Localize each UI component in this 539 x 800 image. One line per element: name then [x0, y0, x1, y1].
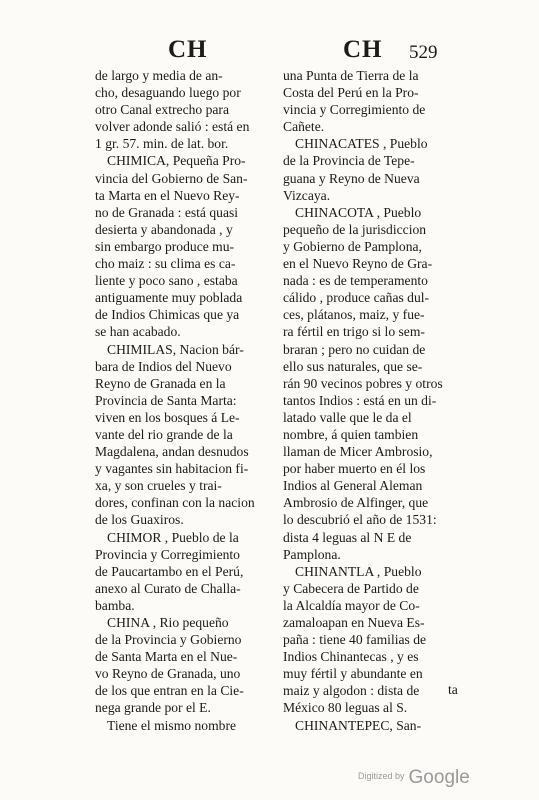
- dictionary-entry: [95, 614, 275, 717]
- text-line: 1 gr. 57. min. de lat. bor.: [95, 136, 229, 152]
- text-line: pequeño de la jurisdiccion: [283, 221, 427, 237]
- text-line: sin embargo produce mu-: [95, 238, 235, 254]
- text-line: Costa del Perú en la Pro-: [283, 85, 419, 101]
- dictionary-entry: [283, 135, 463, 203]
- text-line: dores, confinan con la nacion: [95, 495, 255, 511]
- text-line: antiguamente muy poblada: [95, 290, 243, 306]
- page-number: 529: [409, 42, 438, 63]
- text-line: de largo y media de an-: [95, 68, 223, 83]
- text-line: viven en los bosques á Le-: [95, 409, 240, 425]
- text-line: vante del rio grande de la: [95, 426, 233, 442]
- text-line: volver adonde salió : está en: [95, 119, 250, 135]
- text-line: guana y Reyno de Nueva: [283, 170, 420, 186]
- text-line: zamaloapan en Nueva Es-: [283, 615, 425, 630]
- text-line: braran ; pero no cuidan de: [283, 341, 426, 357]
- text-line: Magdalena, andan desnudos: [95, 444, 249, 460]
- text-line: una Punta de Tierra de la: [283, 68, 419, 83]
- dictionary-entry: [283, 717, 463, 734]
- dictionary-entry: [95, 529, 275, 614]
- text-line: ra fértil en trigo si lo sem-: [283, 324, 425, 340]
- text-line: de Santa Marta en el Nue-: [95, 649, 238, 665]
- text-line: cálido , produce cañas dul-: [283, 290, 430, 306]
- text-line: cho, desaguando luego por: [95, 85, 241, 101]
- text-line: la Alcaldía mayor de Co-: [283, 597, 420, 613]
- left-column: [95, 67, 275, 734]
- text-line: lo descubrió el año de 1531:: [283, 512, 437, 528]
- text-line: maiz y algodon : dista de: [283, 683, 420, 699]
- text-line: de la Provincia y Gobierno: [95, 632, 242, 648]
- text-line: CHINACOTA , Pueblo: [295, 204, 422, 220]
- text-line: de la Provincia de Tepe-: [283, 153, 415, 169]
- text-line: nada : es de temperamento: [283, 273, 428, 289]
- text-line: Vizcaya.: [283, 187, 331, 203]
- text-line: latado valle que le da el: [283, 409, 412, 425]
- text-line: de los que entran en la Cie-: [95, 683, 244, 699]
- text-line: no de Granada : está quasi: [95, 204, 239, 220]
- text-line: bamba.: [95, 597, 135, 613]
- text-line: Reyno de Granada en la: [95, 375, 226, 391]
- text-line: llaman de Micer Ambrosio,: [283, 444, 433, 460]
- text-line: anexo al Curato de Challa-: [95, 580, 241, 596]
- text-line: CHIMILAS, Nacion bár-: [107, 341, 244, 357]
- text-line: paña : tiene 40 familias de: [283, 632, 427, 648]
- text-line: CHIMICA, Pequeña Pro-: [107, 153, 246, 169]
- text-line: CHINA , Rio pequeño: [107, 615, 229, 630]
- text-line: otro Canal extrecho para: [95, 102, 229, 118]
- text-line: Ambrosio de Alfinger, que: [283, 495, 429, 511]
- google-logo: Google: [408, 767, 470, 788]
- text-line: nombre, á quien tambien: [283, 426, 419, 442]
- dictionary-entry: [283, 67, 463, 135]
- text-line: de Indios Chimicas que ya: [95, 307, 240, 323]
- text-line: de Paucartambo en el Perú,: [95, 563, 244, 579]
- text-line: ta Marta en el Nuevo Rey-: [95, 187, 240, 203]
- text-line: y Cabecera de Partido de: [283, 580, 419, 596]
- text-line: Provincia y Corregimiento: [95, 546, 240, 562]
- text-line: Indios Chinantecas , y es: [283, 649, 419, 665]
- text-line: por haber muerto en él los: [283, 461, 426, 477]
- text-line: ello sus naturales, que se-: [283, 358, 423, 374]
- text-line: xa, y son crueles y trai-: [95, 478, 222, 494]
- digitized-by-google-watermark: [358, 767, 470, 789]
- text-line: y Gobierno de Pamplona,: [283, 238, 422, 254]
- catchword: ta: [448, 682, 458, 697]
- text-line: Pamplona.: [283, 546, 341, 562]
- text-line: de los Guaxiros.: [95, 512, 184, 528]
- text-line: bara de Indios del Nuevo: [95, 358, 232, 374]
- text-line: tantos Indios : está en un di-: [283, 392, 437, 408]
- text-line: Cañete.: [283, 119, 325, 135]
- text-line: dista 4 leguas al N E de: [283, 529, 412, 545]
- dictionary-entry: [283, 563, 463, 717]
- text-line: CHIMOR , Pueblo de la: [107, 529, 239, 545]
- dictionary-entry: [95, 717, 275, 734]
- text-line: Provincia de Santa Marta:: [95, 392, 237, 408]
- text-line: Tiene el mismo nombre: [107, 717, 237, 733]
- dictionary-entry: [95, 341, 275, 529]
- dictionary-entry: [95, 67, 275, 152]
- text-line: en el Nuevo Reyno de Gra-: [283, 256, 433, 272]
- right-column: [283, 67, 463, 734]
- text-line: nega grande por el E.: [95, 700, 211, 716]
- text-line: liente y poco sano , estaba: [95, 273, 238, 289]
- text-line: Indios al General Aleman: [283, 478, 423, 494]
- text-line: vo Reyno de Granada, uno: [95, 666, 241, 682]
- text-line: vincia del Gobierno de San-: [95, 170, 248, 186]
- text-line: cho maiz : su clima es ca-: [95, 256, 236, 272]
- text-line: CHINANTLA , Pueblo: [295, 563, 422, 579]
- text-line: CHINACATES , Pueblo: [295, 136, 428, 152]
- text-line: se han acabado.: [95, 324, 181, 340]
- watermark-prefix: Digitized by: [358, 771, 405, 781]
- text-line: y vagantes sin habitacion fi-: [95, 461, 249, 477]
- text-line: vincia y Corregimiento de: [283, 102, 426, 118]
- text-line: México 80 leguas al S.: [283, 700, 408, 716]
- text-line: CHINANTEPEC, San-: [295, 717, 422, 733]
- text-line: muy fértil y abundante en: [283, 666, 423, 682]
- running-head-left: CH: [168, 36, 208, 63]
- text-line: rán 90 vecinos pobres y otros: [283, 375, 443, 391]
- text-line: desierta y abandonada , y: [95, 221, 233, 237]
- dictionary-entry: [95, 152, 275, 340]
- dictionary-entry: [283, 204, 463, 563]
- running-head-right: CH: [343, 36, 383, 63]
- text-line: ces, plátanos, maiz, y fue-: [283, 307, 425, 323]
